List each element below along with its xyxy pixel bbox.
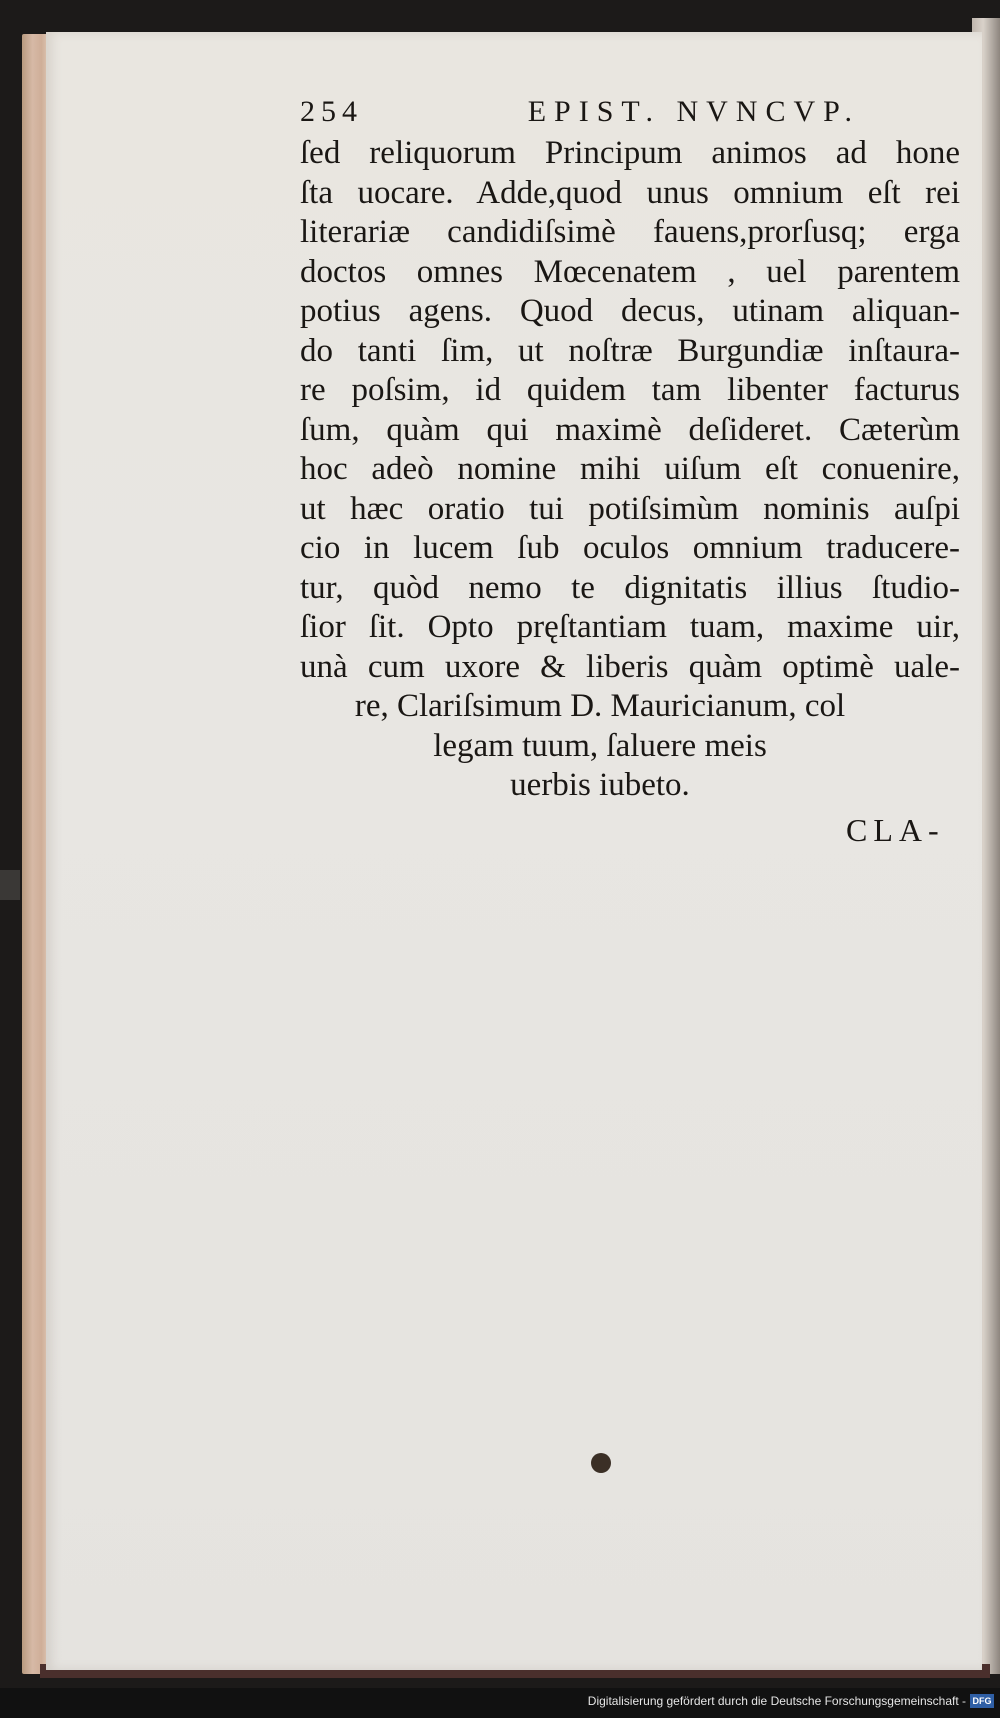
text-line: cio in lucem ſub oculos omnium traducere-: [300, 530, 960, 566]
running-header: [300, 90, 860, 134]
text-line-closing: re, Clariſsimum D. Mauricianum, col: [354, 688, 846, 724]
dfg-logo: DFG: [970, 1694, 994, 1708]
text-line: ſed reliquorum Principum animos ad hone: [300, 135, 960, 171]
text-line-closing: uerbis iubeto.: [510, 767, 690, 803]
text-line: doctos omnes Mœcenatem , uel parentem: [300, 253, 960, 290]
text-line: do tanti ſim, ut noſtræ Burgundiæ inſtaura-: [300, 332, 960, 369]
text-line: ſior ſit. Opto pręſtantiam tuam, maxime uir,: [300, 609, 960, 645]
catchword: CLA-: [846, 812, 945, 848]
page-text-block: [300, 90, 960, 806]
text-line: tur, quòd nemo te dignitatis illius ſtudio-: [300, 569, 960, 606]
text-line: re poſsim, id quidem tam libenter facturus: [300, 372, 960, 408]
text-line: unà cum uxore & liberis quàm optimè uale-: [300, 648, 960, 685]
text-line: potius agens. Quod decus, utinam aliquan-: [300, 293, 960, 329]
running-title: EPIST. NVNCVP.: [527, 95, 860, 128]
text-line: literariæ candidiſsimè fauens,prorſusq; erga: [300, 214, 960, 250]
text-line: ſum, quàm qui maximè deſideret. Cæterùm: [300, 411, 960, 448]
ink-spot: [591, 1453, 611, 1473]
binding-mark: [0, 870, 20, 900]
text-line: ſta uocare. Adde,quod unus omnium eſt rei: [300, 174, 960, 211]
page-number: 254: [300, 95, 363, 128]
text-line: hoc adeò nomine mihi uiſum eſt conuenire,: [300, 451, 960, 487]
digitization-credit: Digitalisierung gefördert durch die Deutsche Forschungsgemeinschaft -: [587, 1694, 966, 1708]
text-line: ut hæc oratio tui potiſsimùm nominis auſpi: [300, 490, 960, 527]
text-line-closing: legam tuum, ſaluere meis: [433, 727, 767, 764]
